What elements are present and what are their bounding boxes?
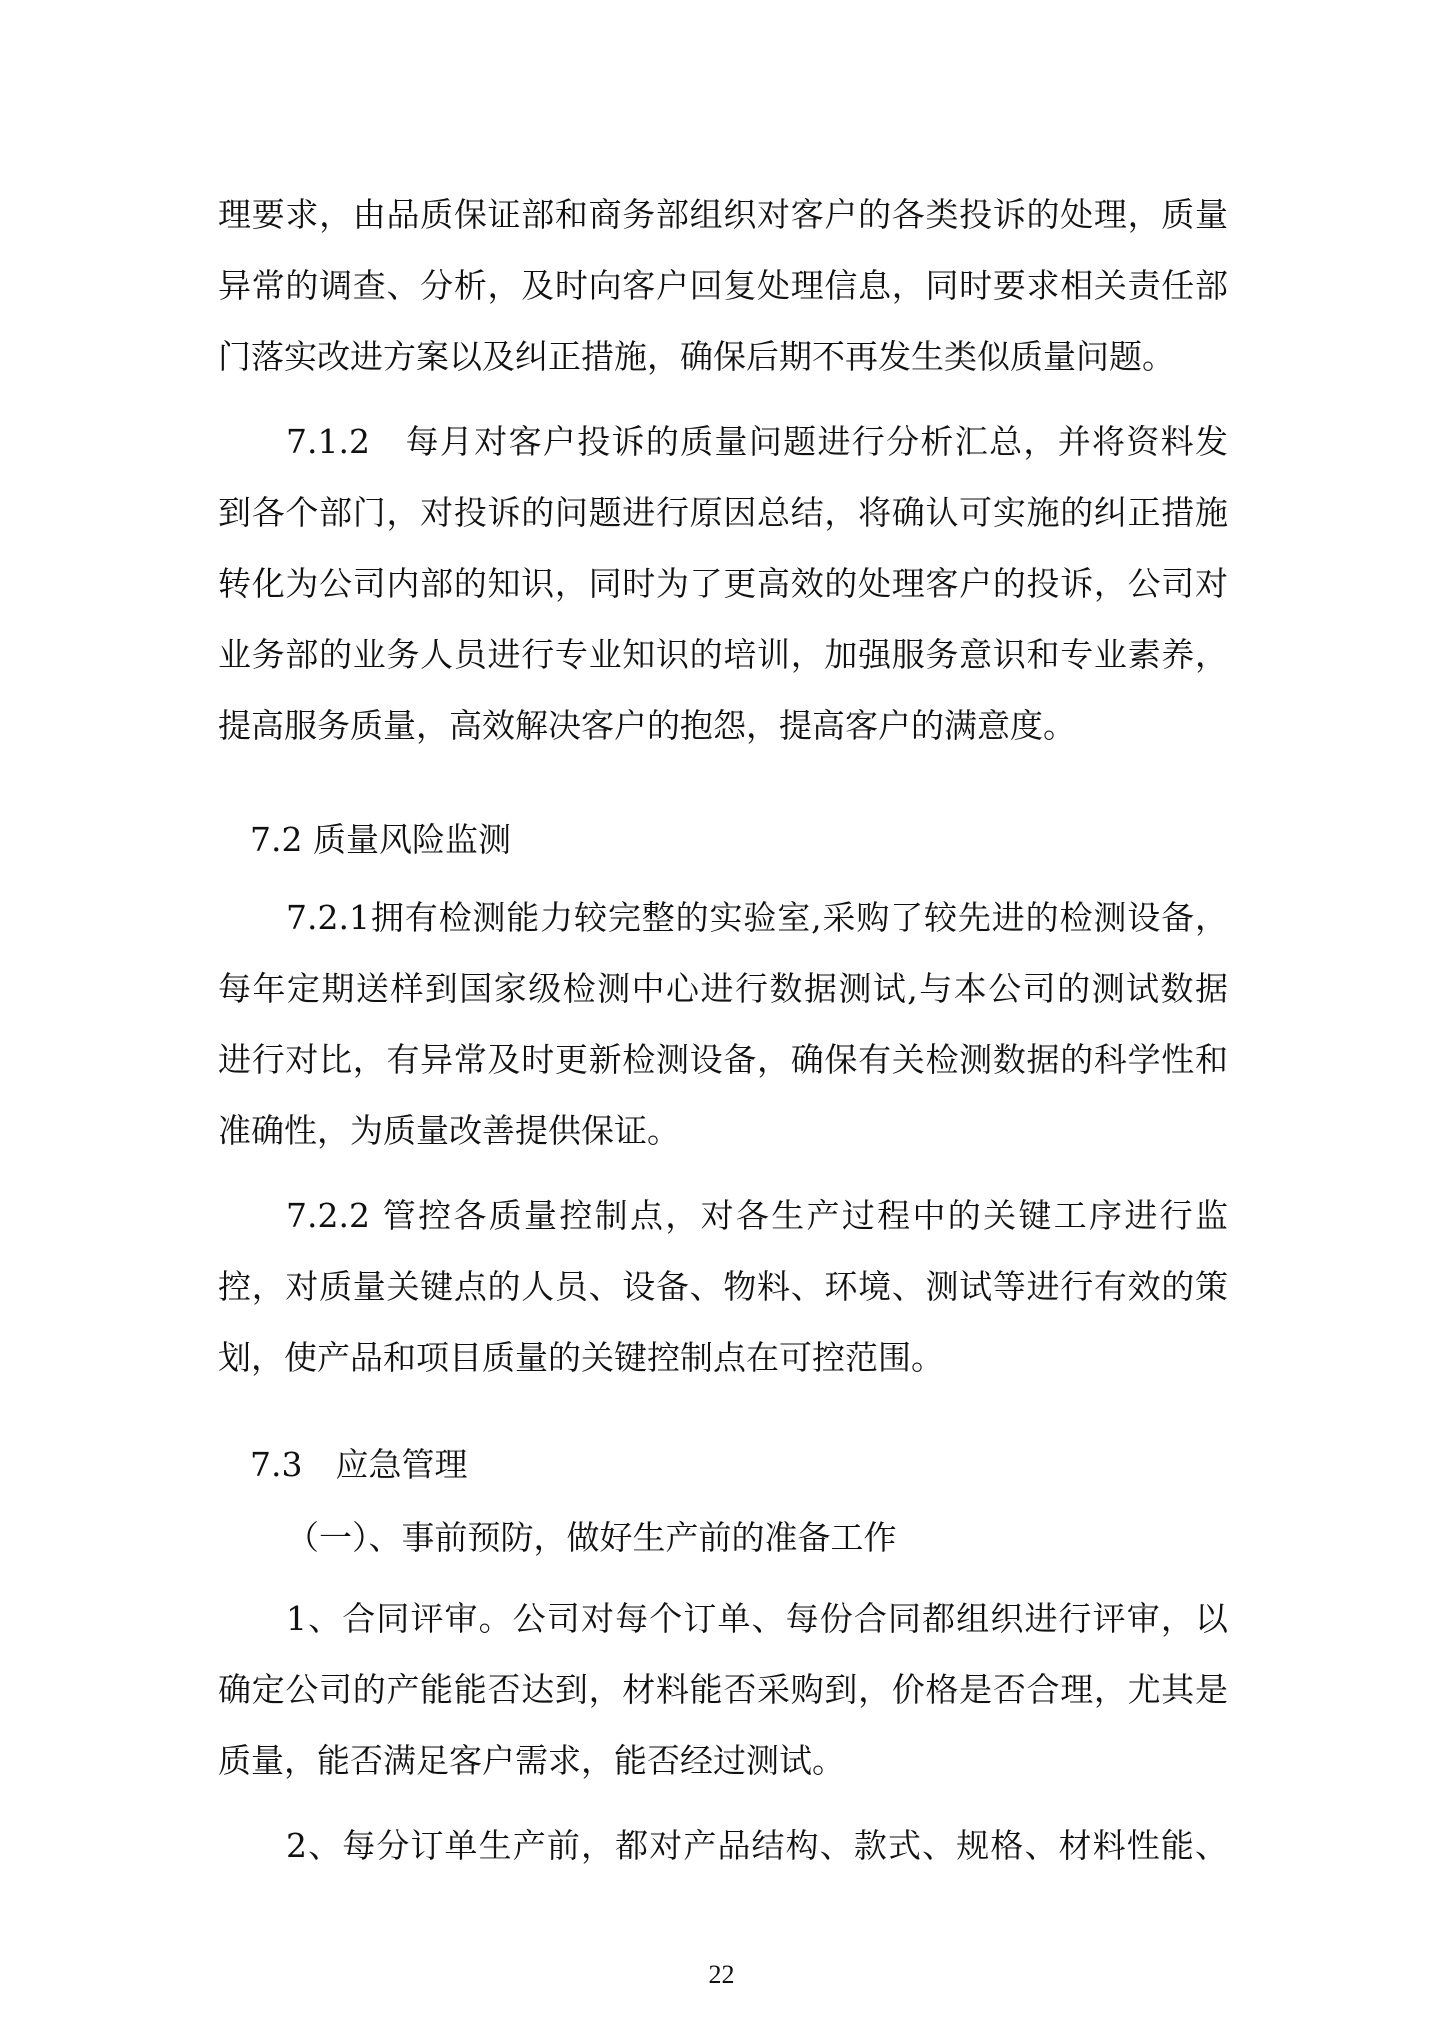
text-line: 业务部的业务人员进行专业知识的培训，加强服务意识和专业素养， xyxy=(218,635,1228,674)
text-line: 每年定期送样到国家级检测中心进行数据测试,与本公司的测试数据 xyxy=(218,969,1228,1008)
text-line: 质量，能否满足客户需求，能否经过测试。 xyxy=(218,1741,845,1780)
text-line: 准确性，为质量改善提供保证。 xyxy=(218,1111,680,1150)
text-line: 7.1.2 每月对客户投诉的质量问题进行分析汇总，并将资料发 xyxy=(286,422,1228,461)
text-line: 到各个部门，对投诉的问题进行原因总结，将确认可实施的纠正措施 xyxy=(218,493,1228,532)
text-line: 提高服务质量，高效解决客户的抱怨，提高客户的满意度。 xyxy=(218,706,1076,745)
text-line: 2、每分订单生产前，都对产品结构、款式、规格、材料性能、 xyxy=(286,1826,1228,1865)
text-line: 理要求，由品质保证部和商务部组织对客户的各类投诉的处理，质量 xyxy=(218,195,1228,234)
text-line: 门落实改进方案以及纠正措施，确保后期不再发生类似质量问题。 xyxy=(218,337,1175,376)
text-line: （一）、事前预防，做好生产前的准备工作 xyxy=(286,1518,897,1557)
page-number: 22 xyxy=(708,1960,735,1989)
text-line: 异常的调查、分析，及时向客户回复处理信息，同时要求相关责任部 xyxy=(218,266,1228,305)
text-line: 进行对比，有异常及时更新检测设备，确保有关检测数据的科学性和 xyxy=(218,1040,1228,1079)
text-line: 确定公司的产能能否达到，材料能否采购到，价格是否合理，尤其是 xyxy=(218,1670,1228,1709)
text-line: 转化为公司内部的知识，同时为了更高效的处理客户的投诉，公司对 xyxy=(218,564,1228,603)
section-heading: 7.3 应急管理 xyxy=(250,1445,468,1484)
section-heading: 7.2 质量风险监测 xyxy=(250,820,511,859)
text-line: 7.2.1拥有检测能力较完整的实验室,采购了较先进的检测设备， xyxy=(286,898,1228,937)
text-line: 1、合同评审。公司对每个订单、每份合同都组织进行评审，以 xyxy=(286,1599,1228,1638)
text-line: 7.2.2 管控各质量控制点，对各生产过程中的关键工序进行监 xyxy=(286,1196,1228,1235)
text-line: 控，对质量关键点的人员、设备、物料、环境、测试等进行有效的策 xyxy=(218,1267,1228,1306)
text-line: 划，使产品和项目质量的关键控制点在可控范围。 xyxy=(218,1338,944,1377)
